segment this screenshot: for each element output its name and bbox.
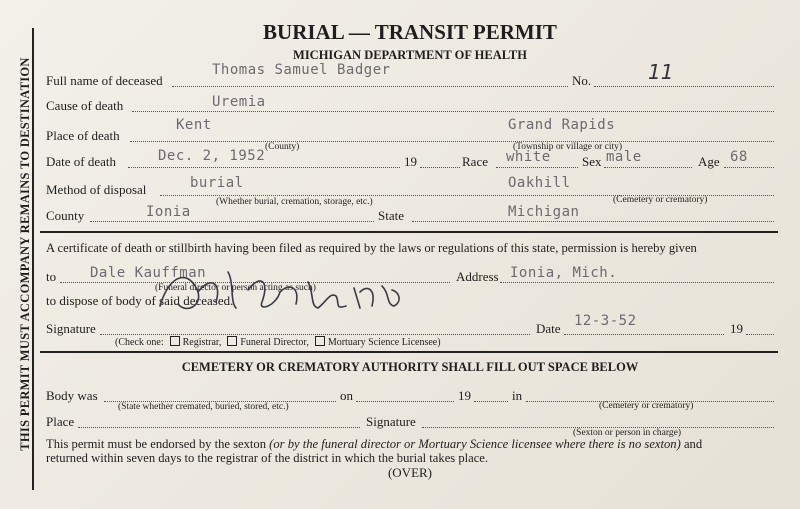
s2-year-label: 19	[458, 388, 471, 403]
race-label: Race	[462, 154, 488, 169]
county-label: County	[46, 208, 85, 223]
check-one-row	[115, 336, 441, 348]
handwritten-signature	[150, 262, 430, 322]
state-label: State	[378, 208, 404, 223]
cemetery-hint: (Cemetery or crematory)	[613, 195, 708, 205]
date-value: Dec. 2, 1952	[158, 148, 266, 164]
permit-line-2: returned within seven days to the registrar of the district in which the burial takes place.	[46, 451, 489, 465]
sex-value: male	[606, 149, 642, 165]
section2-heading: CEMETERY OR CREMATORY AUTHORITY SHALL FILL OUT SPACE BELOW	[181, 360, 639, 374]
permit-line-1a: This permit must be endorsed by the sexton	[46, 437, 270, 451]
full-name-label: Full name of deceased	[46, 73, 163, 88]
s2-signature-label: Signature	[366, 414, 416, 429]
address-value: Ionia, Mich.	[510, 265, 618, 281]
place-county-value: Kent	[176, 117, 212, 133]
registrar-label: Registrar,	[182, 337, 222, 348]
full-name-value: Thomas Samuel Badger	[212, 62, 391, 78]
place-s2-label: Place	[46, 414, 75, 429]
body-was-label: Body was	[46, 388, 98, 403]
funeral-director-checkbox[interactable]	[227, 336, 237, 346]
county-hint: (County)	[265, 142, 300, 152]
place-city-value: Grand Rapids	[508, 117, 616, 133]
to-value: Dale Kauffman	[90, 265, 207, 281]
side-rule	[32, 28, 34, 490]
no-value: 11	[648, 60, 674, 84]
page-title: BURIAL — TRANSIT PERMIT	[263, 20, 557, 44]
divider-2	[40, 351, 778, 353]
sig-date-value: 12-3-52	[574, 313, 637, 329]
funeral-director-label: Funeral Director,	[240, 337, 309, 348]
township-hint: (Township or village or city)	[513, 142, 623, 152]
divider-1	[40, 231, 778, 233]
side-notice: THIS PERMIT MUST ACCOMPANY REMAINS TO DESTINATION	[18, 57, 32, 451]
permit-line-1i: (or by the funeral director or Mortuary Science licensee where there is no sexton)	[269, 437, 681, 451]
cause-value: Uremia	[212, 94, 266, 110]
permit-line-1	[46, 437, 702, 451]
date-label: Date of death	[46, 154, 117, 169]
mortuary-checkbox[interactable]	[315, 336, 325, 346]
registrar-checkbox[interactable]	[170, 336, 180, 346]
s2-cemetery-hint: (Cemetery or crematory)	[599, 401, 694, 411]
sig-date-label: Date	[536, 321, 561, 336]
funeral-hint: (Funeral director or person acting as such)	[155, 283, 316, 293]
check-one-label: (Check one:	[115, 337, 164, 348]
body-hint: (State whether cremated, buried, stored, etc.)	[118, 402, 289, 412]
sexton-hint: (Sexton or person in charge)	[573, 428, 681, 438]
address-label: Address	[456, 269, 499, 284]
race-value: white	[506, 149, 551, 165]
cause-label: Cause of death	[46, 98, 124, 113]
over-label: (OVER)	[387, 465, 433, 480]
age-label: Age	[698, 154, 720, 169]
certificate-text: A certificate of death or stillbirth having been filed as required by the laws or regulations of this state, permission is hereby given	[46, 241, 697, 255]
to-label: to	[46, 269, 57, 284]
mortuary-label: Mortuary Science Licensee)	[327, 337, 441, 348]
age-value: 68	[730, 149, 748, 165]
on-label: on	[340, 388, 353, 403]
place-label: Place of death	[46, 128, 120, 143]
method-hint: (Whether burial, cremation, storage, etc.)	[216, 197, 373, 207]
cemetery-value: Oakhill	[508, 175, 571, 191]
state-value: Michigan	[508, 204, 580, 220]
date-year-label: 19	[404, 154, 417, 169]
in-label: in	[512, 388, 523, 403]
sig-year-label: 19	[730, 321, 743, 336]
method-value: burial	[190, 175, 244, 191]
permit-line-1b: and	[680, 437, 703, 451]
method-label: Method of disposal	[46, 182, 147, 197]
signature-label: Signature	[46, 321, 96, 336]
county-value: Ionia	[146, 204, 191, 220]
no-label: No.	[572, 73, 592, 88]
sex-label: Sex	[582, 154, 602, 169]
page-subtitle: MICHIGAN DEPARTMENT OF HEALTH	[293, 48, 527, 62]
dispose-text: to dispose of body of said deceased.	[46, 293, 234, 308]
